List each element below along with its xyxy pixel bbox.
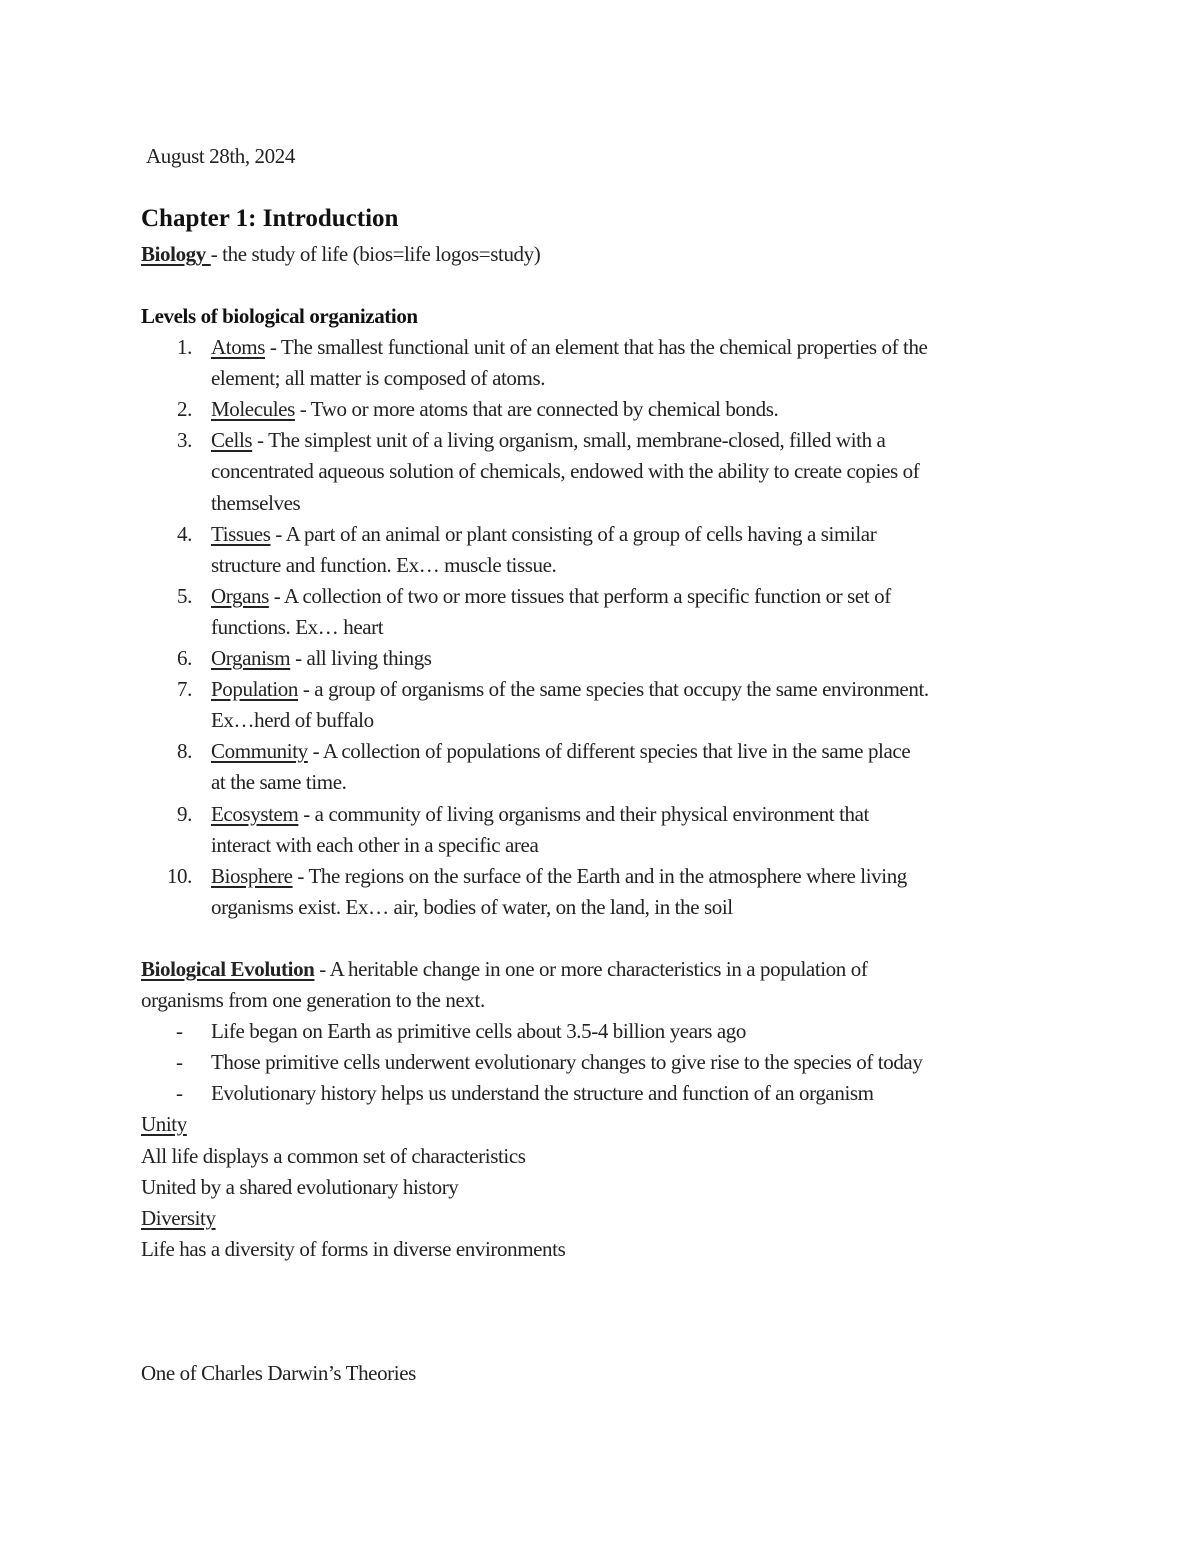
level-definition: - a group of organisms of the same species that occupy the same environment. bbox=[298, 677, 929, 701]
biology-definition-text: - the study of life (bios=life logos=study) bbox=[210, 242, 541, 266]
level-number: 6. bbox=[177, 646, 192, 670]
level-definition: - all living things bbox=[290, 646, 432, 670]
evolution-definition-line1: - A heritable change in one or more characteristics in a population of bbox=[314, 957, 868, 981]
level-text bbox=[211, 674, 929, 705]
level-definition-continued: concentrated aqueous solution of chemicals, endowed with the ability to create copies of bbox=[211, 459, 920, 483]
level-text bbox=[211, 581, 891, 612]
level-text bbox=[211, 861, 907, 892]
level-term: Ecosystem bbox=[211, 802, 299, 826]
level-term: Organism bbox=[211, 646, 291, 670]
level-text bbox=[211, 425, 885, 456]
level-text bbox=[211, 519, 876, 550]
diversity-line: Life has a diversity of forms in diverse environments bbox=[141, 1237, 566, 1261]
unity-line: All life displays a common set of characteristics bbox=[141, 1144, 526, 1168]
level-term: Cells bbox=[211, 428, 253, 452]
level-text bbox=[211, 799, 869, 830]
level-term: Community bbox=[211, 739, 308, 763]
level-term: Atoms bbox=[211, 335, 266, 359]
level-definition-continued: organisms exist. Ex… air, bodies of water, on the land, in the soil bbox=[211, 895, 733, 919]
level-term: Molecules bbox=[211, 397, 295, 421]
level-definition-continued: interact with each other in a specific area bbox=[211, 833, 539, 857]
levels-heading: Levels of biological organization bbox=[141, 304, 418, 328]
level-definition-continued: structure and function. Ex… muscle tissue. bbox=[211, 553, 557, 577]
level-number: 3. bbox=[177, 428, 192, 452]
level-definition: - The regions on the surface of the Earth and in the atmosphere where living bbox=[292, 864, 907, 888]
level-number: 4. bbox=[177, 522, 192, 546]
evolution-definition bbox=[141, 954, 867, 985]
level-number: 1. bbox=[177, 335, 192, 359]
level-term: Biosphere bbox=[211, 864, 293, 888]
level-definition-continued: element; all matter is composed of atoms. bbox=[211, 366, 546, 390]
level-definition: - Two or more atoms that are connected by chemical bonds. bbox=[294, 397, 779, 421]
darwin-theories-line: One of Charles Darwin’s Theories bbox=[141, 1361, 416, 1385]
level-number: 8. bbox=[177, 739, 192, 763]
level-definition: - a community of living organisms and their physical environment that bbox=[298, 802, 869, 826]
diversity-heading: Diversity bbox=[141, 1206, 216, 1230]
level-number: 7. bbox=[177, 677, 192, 701]
level-definition: - The simplest unit of a living organism, small, membrane-closed, filled with a bbox=[252, 428, 886, 452]
level-definition: - A collection of populations of different species that live in the same place bbox=[307, 739, 911, 763]
level-term: Tissues bbox=[211, 522, 271, 546]
document-date: August 28th, 2024 bbox=[146, 144, 295, 168]
level-number: 2. bbox=[177, 397, 192, 421]
chapter-title: Chapter 1: Introduction bbox=[141, 205, 399, 232]
bullet-dash: - bbox=[176, 1081, 183, 1105]
evolution-bullet-text: Evolutionary history helps us understand the structure and function of an organism bbox=[211, 1081, 874, 1105]
biology-definition bbox=[141, 239, 540, 270]
level-text bbox=[211, 332, 927, 363]
level-term: Population bbox=[211, 677, 299, 701]
level-definition-continued: themselves bbox=[211, 491, 301, 515]
level-definition: - A part of an animal or plant consisting of a group of cells having a similar bbox=[270, 522, 877, 546]
evolution-term: Biological Evolution bbox=[141, 957, 315, 981]
level-text bbox=[211, 394, 778, 425]
level-number: 10. bbox=[166, 864, 192, 888]
level-definition-continued: at the same time. bbox=[211, 770, 347, 794]
level-definition-continued: Ex…herd of buffalo bbox=[211, 708, 374, 732]
level-text bbox=[211, 643, 432, 674]
evolution-bullet-text: Those primitive cells underwent evolutionary changes to give rise to the species of today bbox=[211, 1050, 923, 1074]
level-number: 9. bbox=[177, 802, 192, 826]
level-definition: - The smallest functional unit of an element that has the chemical properties of the bbox=[265, 335, 928, 359]
level-definition-continued: functions. Ex… heart bbox=[211, 615, 384, 639]
unity-heading: Unity bbox=[141, 1112, 187, 1136]
bullet-dash: - bbox=[176, 1050, 183, 1074]
level-number: 5. bbox=[177, 584, 192, 608]
evolution-definition-line2: organisms from one generation to the next. bbox=[141, 988, 485, 1012]
evolution-bullet-text: Life began on Earth as primitive cells about 3.5-4 billion years ago bbox=[211, 1019, 746, 1043]
unity-line: United by a shared evolutionary history bbox=[141, 1175, 459, 1199]
biology-term: Biology bbox=[141, 242, 211, 266]
level-term: Organs bbox=[211, 584, 269, 608]
level-definition: - A collection of two or more tissues that perform a specific function or set of bbox=[268, 584, 891, 608]
bullet-dash: - bbox=[176, 1019, 183, 1043]
level-text bbox=[211, 736, 910, 767]
